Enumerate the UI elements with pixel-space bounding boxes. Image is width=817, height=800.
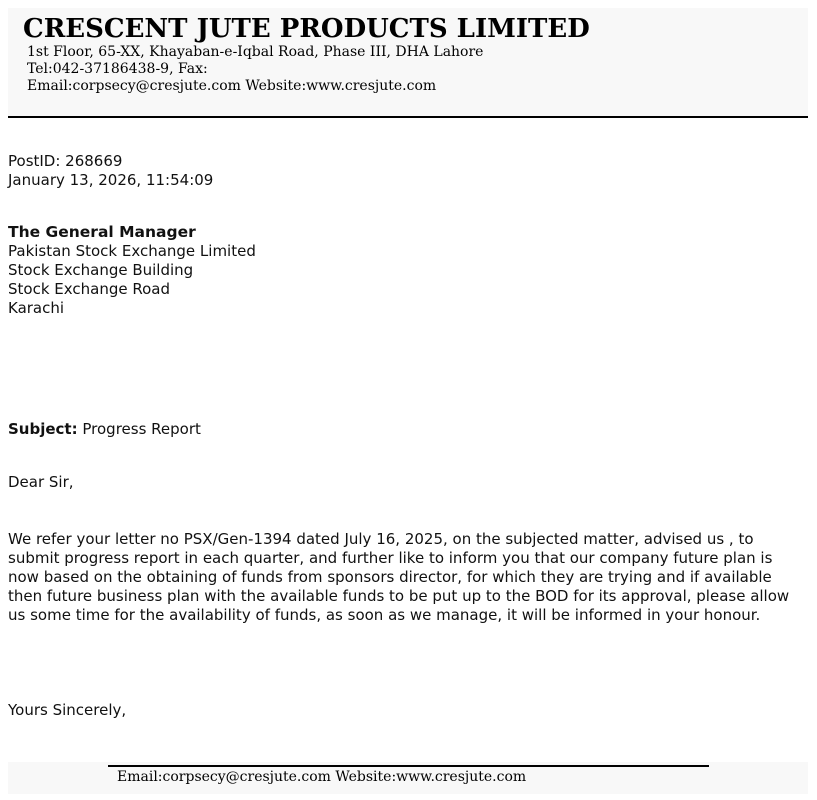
footer-divider: [108, 765, 709, 767]
closing: Yours Sincerely,: [8, 701, 127, 719]
footer-contact: Email:corpsecy@cresjute.com Website:www.cresjute.com: [117, 769, 527, 785]
company-phone: Tel:042-37186438-9, Fax:: [27, 61, 208, 77]
recipient-organization: Pakistan Stock Exchange Limited: [8, 242, 256, 260]
subject-label: Subject:: [8, 420, 78, 438]
header-divider: [8, 116, 808, 118]
subject-text: Progress Report: [77, 420, 201, 438]
recipient-building: Stock Exchange Building: [8, 261, 194, 279]
letter-body: We refer your letter no PSX/Gen-1394 dated July 16, 2025, on the subjected matter, advised us , to submit progress report in each quarter, and further like to inform you that our company future plan is now based on the obtaining of funds from sponsors director, for which they are trying and if available then future business plan with the available funds to be put up to the BOD for its approval, please allow us some time for the availability of funds, as soon as we manage, it will be informed in your honour.: [8, 530, 790, 624]
company-name: CRESCENT JUTE PRODUCTS LIMITED: [23, 14, 590, 44]
recipient-city: Karachi: [8, 299, 65, 317]
recipient-road: Stock Exchange Road: [8, 280, 170, 298]
recipient-title: The General Manager: [8, 223, 196, 241]
salutation: Dear Sir,: [8, 473, 74, 491]
company-contact: Email:corpsecy@cresjute.com Website:www.cresjute.com: [27, 78, 437, 94]
post-datetime: January 13, 2026, 11:54:09: [8, 171, 214, 189]
company-address: 1st Floor, 65-XX, Khayaban-e-Iqbal Road, Phase III, DHA Lahore: [27, 44, 484, 60]
subject-line: [8, 420, 201, 439]
letterhead: [8, 8, 808, 116]
post-meta: [8, 152, 213, 190]
post-id: PostID: 268669: [8, 152, 123, 170]
recipient-block: [8, 223, 256, 318]
